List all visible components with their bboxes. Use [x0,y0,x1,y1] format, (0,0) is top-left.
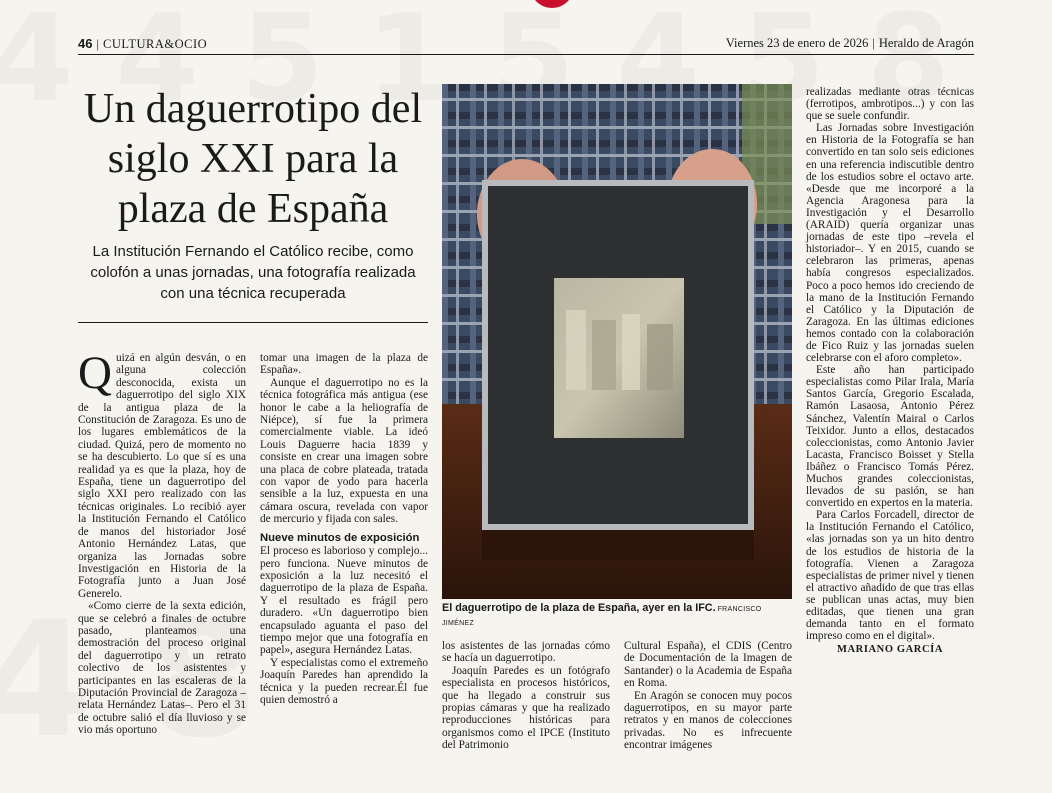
paragraph: El proceso es laborioso y complejo... pero funciona. Nueve minutos de exposición a la luz necesitó el daguerrotipo de la plaza de España. Y el resultado es frágil pero duradero. «Un daguerrotipo bien encapsulado aguanta el paso del tiempo mejor que una fotografía en papel», asegura Hernández Latas. [260,545,428,657]
paragraph: «Como cierre de la sexta edición, que se celebró a finales de octubre pasado, planteamos una demostración del proceso original del daguerrotipo y un retrato colectivo de los asistentes y participantes en las escaleras de la Diputación Provincial de Zaragoza –relata Hernández Latas–. Pero el 31 de octubre salió el día lluvioso y se vio más oportuno [78,600,246,737]
header-right [726,36,974,51]
paragraph: realizadas mediante otras técnicas (ferrotipos, ambrotipos...) y con las que se suele confundir. [806,86,974,123]
byline: MARIANO GARCÍA [836,644,944,656]
column-1 [78,347,246,737]
publication-name: Heraldo de Aragón [878,36,974,50]
deck: La Institución Fernando el Católico recibe, como colofón a unas jornadas, una fotografía realizada con una técnica recuperada [90,243,416,302]
paragraph: los asistentes de las jornadas cómo se hacía un daguerrotipo. [442,640,610,665]
column-3 [442,640,610,752]
paragraph: tomar una imagen de la plaza de España». [260,352,428,377]
header-left [78,36,207,52]
header-separator: | [96,37,99,51]
paragraph: Cultural España), el CDIS (Centro de Documentación de la Imagen de Santander) o la Academia de España en Roma. [624,640,792,690]
article-photo [442,84,792,599]
section-name: CULTURA&OCIO [102,37,208,51]
header-separator: | [872,36,875,50]
paragraph: Para Carlos Forcadell, director de la Institución Fernando el Católico, «las jornadas son ya un hito dentro de los estudios de historia de la fotografía. Vienen a Zaragoza especialistas de primer nivel y tienen el atractivo añadido de que tras ellas se publican unas actas, muy bien editadas, que tienen una gran demanda tanto en el formato impreso como en el digital». [806,509,974,643]
column-4 [624,640,792,752]
column-5 [806,86,974,656]
photo-credit: FRANCISCO JIMÉNEZ [442,606,762,627]
paragraph: Este año han participado especialistas como Pilar Irala, María Santos García, Gregorio Escalada, Ramón Lasaosa, Antonio Pérez Sánchez, Valentín Mairal o Carlos Teixidor. Junto a ellos, destacados coleccionistas, como Antonio Javier Lacasta, Francisco Boisset y Stella Ibáñez o Francisco Tomás Pérez. Muchos grandes coleccionistas, llevados de su pasión, se han convertido en expertos en la materia. [806,364,974,510]
daguerreotype-photo [442,84,792,599]
paragraph: Aunque el daguerrotipo no es la técnica fotográfica más antigua (ese honor le cabe a la heliografía de Niépce), sí fue la primera comercialmente viable. La ideó Louis Daguerre hacia 1839 y consiste en crear una imagen sobre una placa de cobre plateada, tratada con vapor de yodo para hacerla sensible a la luz, expuesta en una cámara oscura, revelada con vapor de mercurio y fijada con sales. [260,376,428,526]
paragraph [78,347,246,600]
paragraph: Joaquín Paredes es un fotógrafo especialista en procesos históricos, que ha llegado a construir sus propias cámaras y que ha realizado reproducciones históricas para organismos como el IPCE (Instituto del Patrimonio [442,664,610,752]
drop-cap: Q [78,347,112,399]
paragraph: En Aragón se conocen muy pocos daguerrotipos, en su mayor parte retratos y en manos de colecciones privadas. No es infrecuente encontrar imágenes [624,689,792,752]
column-2 [260,352,428,706]
paragraph: Y especialistas como el extremeño Joaquín Paredes han aprendido la técnica y la pueden recrear.Él fue quien demostró a [260,656,428,706]
paragraph: Las Jornadas sobre Investigación en Historia de la Fotografía se han convertido en tan solo seis ediciones en una referencia indiscutible dentro de los estudios sobre el octavo arte. «Desde que me incorporé a la Agencia Aragonesa para la Investigación y el Desarrollo (ARAID) quería organizar unas jornadas de este tipo –revela el historiador–. Y en 2015, cuando se celebraron las primeras, apenas había congresos especializados. Poco a poco hemos ido creciendo de la mano de la Institución Fernando el Católico y la Diputación de Zaragoza. En las últimas ediciones hemos contado con la colaboración de Fico Ruiz y las jornadas suelen celebrarse con el aforo completo». [806,122,974,365]
page-header [78,34,974,55]
caption-text: El daguerrotipo de la plaza de España, ayer en la IFC. [442,602,716,614]
subheading: Nueve minutos de exposición [260,531,420,544]
deck-rule [78,322,428,323]
issue-date: Viernes 23 de enero de 2026 [725,36,869,50]
photo-caption [442,602,792,630]
paragraph-text: uizá en algún desván, o en alguna colección desconocida, exista un daguerrotipo del siglo XIX de la antigua plaza de la Constitución de Zaragoza. Es uno de los lugares emblemáticos de la ciudad. Quizá, pero de momento no se ha descubierto. Lo que sí es una realidad ya es que la plaza, hoy de España, tiene un daguerrotipo del siglo XXI pero realizado con las técnicas originales. Lo recibió ayer la Institución Fernando el Católico de manos del historiador José Antonio Hernández Latas, que organiza las Jornadas sobre Investigación en Historia de la Fotografía junto a Juan José Generelo. [78,352,246,600]
headline: Un daguerrotipo del siglo XXI para la plaza de España [83,86,423,232]
page-number: 46 [78,36,93,51]
